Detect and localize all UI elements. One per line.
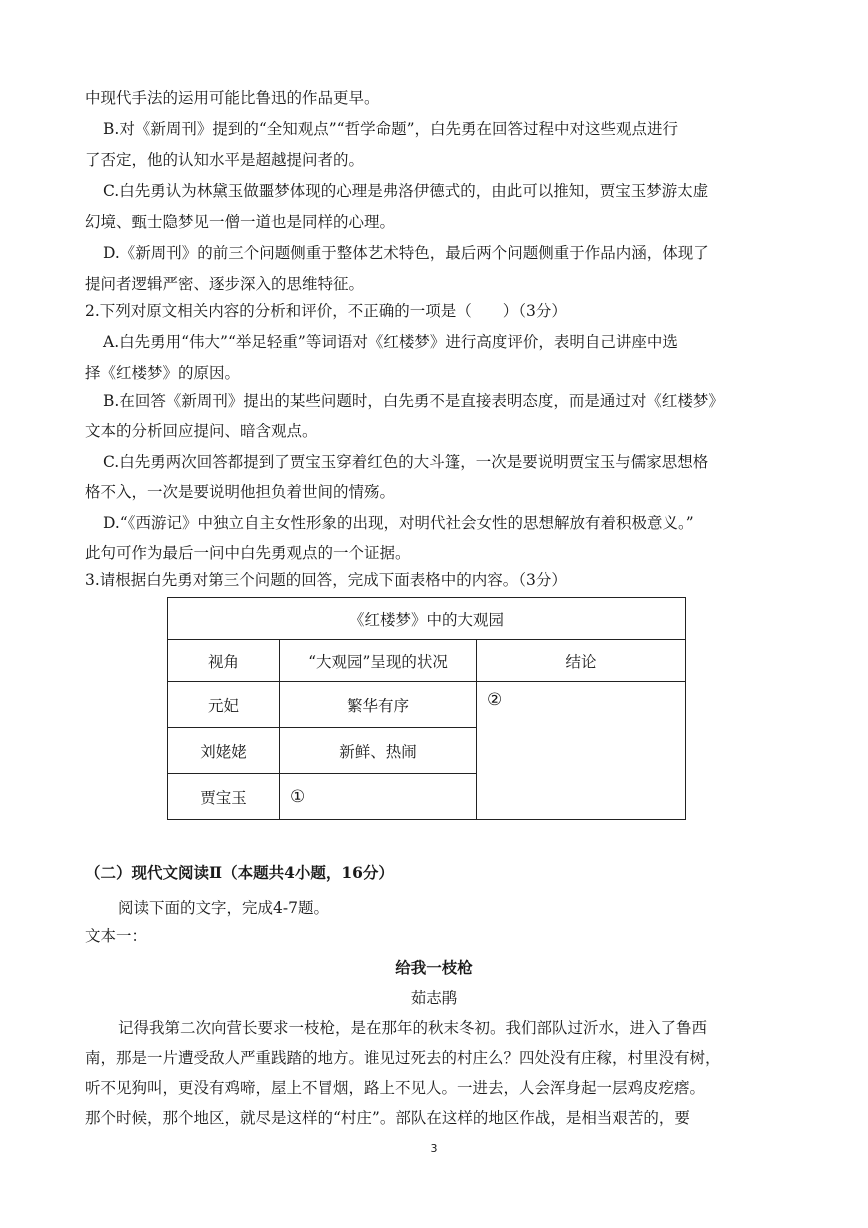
paragraph-line: 南，那是一片遭受敌人严重践踏的地方。谁见过死去的村庄么？四处没有庄稼，村里没有树， <box>85 1049 721 1067</box>
text-line: 中现代手法的运用可能比鲁迅的作品更早。 <box>85 89 380 107</box>
header-conclusion: 结论 <box>477 640 686 682</box>
page-number: 3 <box>430 1142 438 1155</box>
paragraph-line: 听不见狗叫，更没有鸡啼，屋上不冒烟，路上不见人。一进去，人会浑身起一层鸡皮疙瘩。 <box>85 1079 706 1097</box>
story-author: 茹志鹃 <box>410 989 458 1007</box>
text-label: 文本一： <box>85 927 148 945</box>
paragraph-line: 记得我第二次向营长要求一枝枪，是在那年的秋末冬初。我们部队过沂水，进入了鲁西 <box>118 1019 708 1037</box>
section-heading: （二）现代文阅读Ⅱ（本题共4小题，16分） <box>85 863 394 882</box>
section-instruction: 阅读下面的文字，完成4-7题。 <box>118 899 329 917</box>
story-title: 给我一枝枪 <box>395 958 473 977</box>
option-d-line: D.“《西游记》中独立自主女性形象的出现，对明代社会女性的思想解放有着积极意义。” <box>103 514 694 532</box>
text-line: 提问者逻辑严密、逐步深入的思维特征。 <box>85 275 365 293</box>
option-a-line: A.白先勇用“伟大”“举足轻重”等词语对《红楼梦》进行高度评价，表明自己讲座中选 <box>103 333 678 351</box>
text-line: 择《红楼梦》的原因。 <box>85 364 241 382</box>
row-perspective: 刘姥姥 <box>168 728 280 774</box>
row-perspective: 贾宝玉 <box>168 774 280 820</box>
option-b-line: B.在回答《新周刊》提出的某些问题时，白先勇不是直接表明态度，而是通过对《红楼梦》 <box>103 392 724 410</box>
text-line: 格不入，一次是要说明他担负着世间的情殇。 <box>85 483 396 501</box>
table-title: 《红楼梦》中的大观园 <box>168 598 686 640</box>
option-b-line: B.对《新周刊》提到的“全知观点”“哲学命题”，白先勇在回答过程中对这些观点进行 <box>103 120 679 138</box>
grand-view-garden-table <box>167 597 686 820</box>
text-line: 此句可作为最后一问中白先勇观点的一个证据。 <box>85 544 411 562</box>
status-blank[interactable] <box>280 774 477 820</box>
option-c-line: C.白先勇认为林黛玉做噩梦体现的心理是弗洛伊德式的，由此可以推知，贾宝玉梦游太虚 <box>103 182 709 200</box>
conclusion-blank[interactable] <box>477 682 686 820</box>
blank-marker-1: ① <box>290 786 306 807</box>
header-status: “大观园”呈现的状况 <box>280 640 477 682</box>
row-perspective: 元妃 <box>168 682 280 728</box>
paragraph-line: 那个时候，那个地区，就尽是这样的“村庄”。部队在这样的地区作战，是相当艰苦的，要 <box>85 1109 690 1127</box>
option-d-line: D.《新周刊》的前三个问题侧重于整体艺术特色，最后两个问题侧重于作品内涵，体现了 <box>103 244 709 262</box>
header-perspective: 视角 <box>168 640 280 682</box>
row-status: 新鲜、热闹 <box>280 728 477 774</box>
question-2-prompt: 2.下列对原文相关内容的分析和评价，不正确的一项是（ ）（3分） <box>85 302 567 320</box>
blank-marker-2: ② <box>487 690 503 710</box>
text-line: 文本的分析回应提问、暗含观点。 <box>85 422 318 440</box>
option-c-line: C.白先勇两次回答都提到了贾宝玉穿着红色的大斗篷，一次是要说明贾宝玉与儒家思想格 <box>103 453 709 471</box>
row-status: 繁华有序 <box>280 682 477 728</box>
text-line: 了否定，他的认知水平是超越提问者的。 <box>85 151 365 169</box>
question-3-prompt: 3.请根据白先勇对第三个问题的回答，完成下面表格中的内容。（3分） <box>85 571 567 589</box>
text-line: 幻境、甄士隐梦见一僧一道也是同样的心理。 <box>85 213 396 231</box>
